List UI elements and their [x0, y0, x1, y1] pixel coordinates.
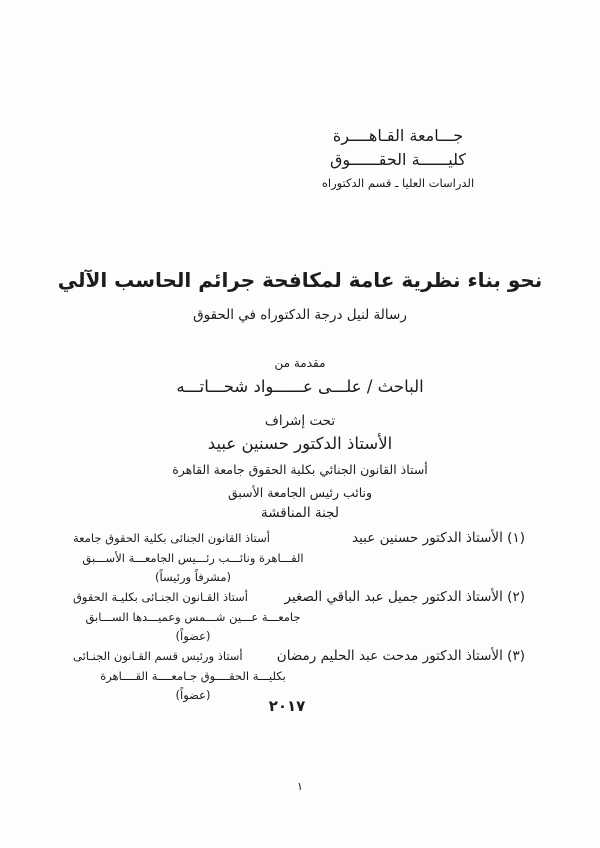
committee-member: [73, 528, 525, 587]
member-description-line2: جامعـــة عـــين شـــمس وعميـــدها الســـابق: [85, 610, 301, 624]
supervisor-name: الأستاذ الدكتور حسنين عبيد: [207, 434, 393, 453]
supervision-section: [0, 412, 600, 502]
member-role: (عضواً): [175, 688, 211, 702]
researcher-name: الباحث / علـــى عــــــواد شحـــاتـــه: [176, 377, 424, 396]
title-section: [0, 266, 600, 323]
committee-member-row: [73, 646, 525, 666]
presented-by-label: مقدمة من: [274, 356, 326, 370]
member-role: (عضواً): [175, 629, 211, 643]
member-role: (مشرفاً ورئيساً): [155, 570, 231, 584]
member-description-line1: أستاذ ورئيس قسم القـانون الجنـائى: [73, 649, 243, 663]
supervisor-title-line1: أستاذ القانون الجنائي بكلية الحقوق جامعة القاهرة: [172, 462, 428, 477]
thesis-subtitle: رسالة لنيل درجة الدكتوراه في الحقوق: [193, 307, 407, 323]
publication-year: ٢٠١٧: [268, 697, 306, 715]
author-section: [0, 355, 600, 399]
faculty-name: كليــــــة الحقــــــوق: [329, 150, 467, 169]
committee-list: [73, 528, 525, 705]
member-description-line2: بكليـــة الحقــــوق جـامعــــة القــــاهرة: [100, 669, 286, 683]
member-description-line2: القـــاهرة ونائـــب رئـــيس الجامعـــة الأســـبق: [82, 551, 304, 565]
supervisor-title-line2: ونائب رئيس الجامعة الأسبق: [227, 485, 373, 500]
committee-heading: لجنة المناقشة: [260, 505, 340, 521]
department-name: الدراسات العليا ـ قسم الدكتوراه: [321, 176, 475, 190]
committee-member-row: [73, 528, 525, 548]
page-number: ١: [297, 780, 303, 793]
committee-member: [73, 587, 525, 646]
member-name: (٢) الأستاذ الدكتور جميل عبد الباقي الصغير: [284, 589, 525, 605]
university-name: جـــامعة القـاهــــرة: [332, 126, 464, 145]
member-name: (١) الأستاذ الدكتور حسنين عبيد: [352, 530, 525, 546]
member-description-line1: أستاذ القـانون الجنـائى بكليـة الحقوق: [73, 590, 248, 604]
member-description-line1: أستاذ القانون الجنائى بكلية الحقوق جامعة: [73, 531, 270, 545]
university-header: [288, 124, 508, 192]
thesis-title: نحو بناء نظرية عامة لمكافحة جرائم الحاسب الآلي: [57, 268, 543, 292]
committee-member-row: [73, 587, 525, 607]
supervision-label: تحت إشراف: [264, 413, 336, 429]
member-name: (٣) الأستاذ الدكتور مدحت عبد الحليم رمضان: [276, 648, 525, 664]
